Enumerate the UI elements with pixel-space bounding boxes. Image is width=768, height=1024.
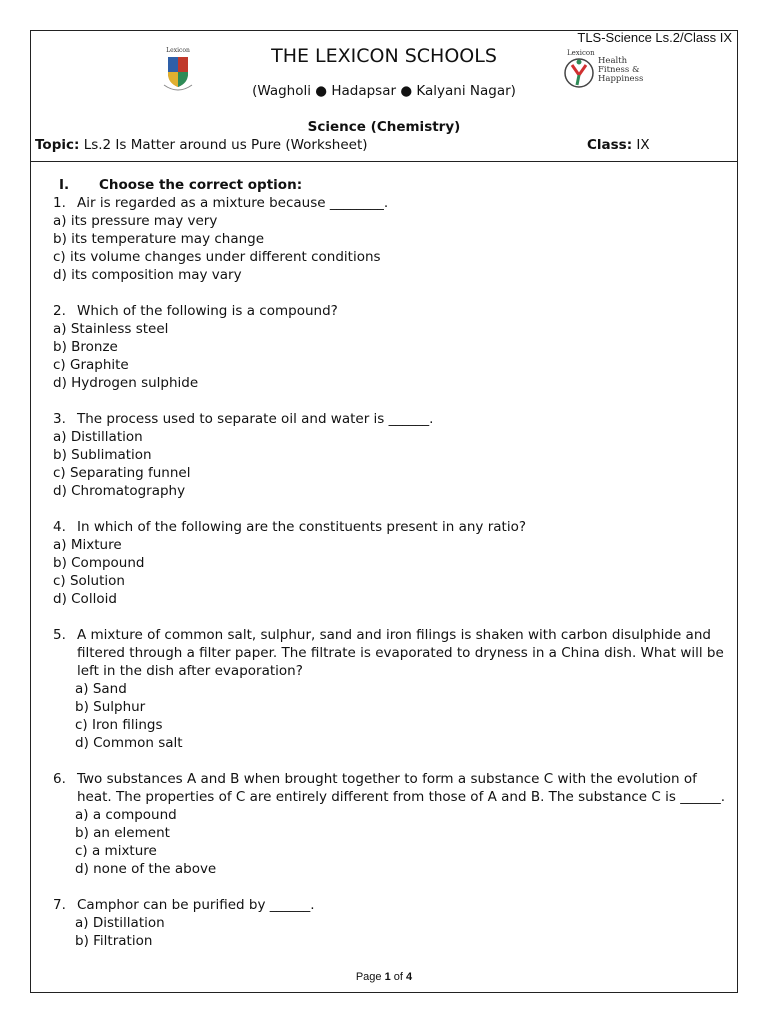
worksheet-content	[53, 176, 727, 950]
question-2	[53, 302, 727, 392]
section-number: I.	[59, 177, 70, 193]
option: d) Hydrogen sulphide	[53, 375, 199, 391]
question-number: 6.	[53, 771, 66, 787]
option: d) Common salt	[75, 735, 183, 751]
question-number: 5.	[53, 627, 66, 643]
question-6	[53, 770, 727, 878]
page-number: 1	[384, 971, 391, 983]
health-logo-text: Health Fitness & Happiness	[598, 56, 644, 84]
topic-line	[35, 137, 368, 153]
question-text: Which of the following is a compound?	[77, 303, 338, 319]
of-word: of	[393, 971, 403, 983]
question-number: 7.	[53, 897, 66, 913]
option: c) Graphite	[53, 357, 129, 373]
question-1	[53, 194, 727, 284]
question-number: 3.	[53, 411, 66, 427]
question-number: 2.	[53, 303, 66, 319]
question-number: 4.	[53, 519, 66, 535]
option: d) Chromatography	[53, 483, 186, 499]
question-4	[53, 518, 727, 608]
header-reference: TLS-Science Ls.2/Class IX	[577, 30, 732, 45]
class-line	[587, 137, 650, 153]
crest-logo-text: Lexicon	[166, 47, 190, 54]
option: b) Sublimation	[53, 447, 152, 463]
option: c) a mixture	[75, 843, 157, 859]
option: a) Distillation	[53, 429, 143, 445]
page-word: Page	[355, 971, 382, 983]
page-total: 4	[406, 971, 413, 983]
topic-label: Topic:	[35, 137, 80, 153]
option: b) its temperature may change	[53, 231, 265, 247]
option: d) its composition may vary	[53, 267, 242, 283]
option: c) its volume changes under different conditions	[53, 249, 381, 265]
question-text: A mixture of common salt, sulphur, sand and iron filings is shaken with carbon disulphide and filtered through a filter paper. The filtrate is evaporated to dryness in a China dish. What will be left in the dish after evaporation?	[77, 627, 724, 679]
option: b) Compound	[53, 555, 145, 571]
page-footer	[31, 971, 737, 983]
option: b) Filtration	[75, 933, 153, 949]
option: b) Bronze	[53, 339, 118, 355]
health-logo-arc-text: Lexicon	[567, 49, 595, 57]
option: b) Sulphur	[75, 699, 146, 715]
section-heading	[59, 176, 727, 194]
section-title: Choose the correct option:	[99, 177, 303, 193]
option: c) Solution	[53, 573, 125, 589]
topic-value: Ls.2 Is Matter around us Pure (Worksheet)	[83, 137, 368, 153]
worksheet-header	[31, 31, 737, 162]
question-5	[53, 626, 727, 752]
class-label: Class:	[587, 137, 633, 153]
option: a) a compound	[75, 807, 177, 823]
question-3	[53, 410, 727, 500]
question-text: The process used to separate oil and water is ______.	[77, 411, 434, 427]
option: a) Sand	[75, 681, 127, 697]
subject-title: Science (Chemistry)	[307, 119, 461, 135]
campus-list: (Wagholi ● Hadapsar ● Kalyani Nagar)	[252, 83, 516, 99]
option: d) Colloid	[53, 591, 117, 607]
option: a) Mixture	[53, 537, 122, 553]
worksheet-frame	[30, 30, 738, 993]
question-text: In which of the following are the constituents present in any ratio?	[77, 519, 527, 535]
option: c) Separating funnel	[53, 465, 191, 481]
option: a) Stainless steel	[53, 321, 169, 337]
option: a) its pressure may very	[53, 213, 218, 229]
question-number: 1.	[53, 195, 66, 211]
option: d) none of the above	[75, 861, 217, 877]
option: c) Iron filings	[75, 717, 163, 733]
school-name: THE LEXICON SCHOOLS	[271, 45, 497, 67]
question-text: Two substances A and B when brought together to form a substance C with the evolution of heat. The properties of C are entirely different from those of A and B. The substance C is ______.	[77, 771, 725, 805]
option: a) Distillation	[75, 915, 165, 931]
option: b) an element	[75, 825, 170, 841]
question-text: Air is regarded as a mixture because ________.	[77, 195, 389, 211]
question-7	[53, 896, 727, 950]
class-value: IX	[636, 137, 650, 153]
question-text: Camphor can be purified by ______.	[77, 897, 315, 913]
